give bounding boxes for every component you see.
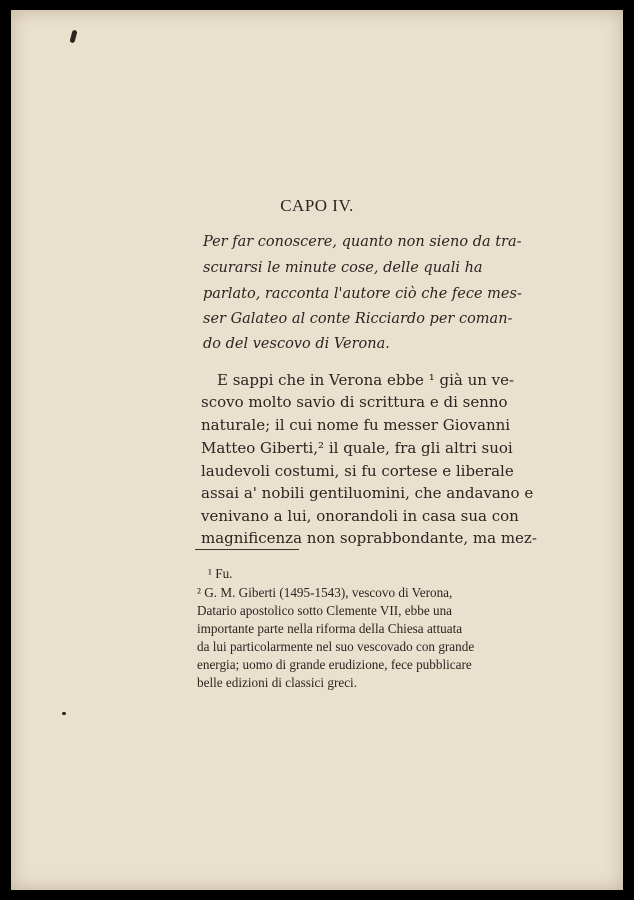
body-line: scovo molto savio di scrittura e di senno bbox=[201, 393, 508, 411]
body-line: venivano a lui, onorandoli in casa sua con bbox=[201, 507, 519, 525]
chapter-title: CAPO IV. bbox=[280, 196, 354, 215]
body-line: magnificenza non soprabbondante, ma mez- bbox=[201, 529, 537, 547]
body-line: laudevoli costumi, si fu cortese e liberale bbox=[201, 462, 514, 480]
book-page bbox=[11, 10, 623, 890]
summary-line: parlato, racconta l'autore ciò che fece mes- bbox=[203, 286, 522, 302]
body-line: assai a' nobili gentiluomini, che andavano e bbox=[201, 484, 534, 502]
footnote-line: energia; uomo di grande erudizione, fece pubblicare bbox=[197, 657, 472, 672]
footnote-line: Datario apostolico sotto Clemente VII, ebbe una bbox=[197, 603, 453, 618]
summary-line: do del vescovo di Verona. bbox=[203, 336, 390, 352]
footnote-line: importante parte nella riforma della Chiesa attuata bbox=[197, 621, 463, 636]
footnote-line: ² G. M. Giberti (1495-1543), vescovo di Verona, bbox=[197, 585, 453, 600]
summary-line: Per far conoscere, quanto non sieno da tra- bbox=[203, 234, 522, 250]
body-line: E sappi che in Verona ebbe ¹ già un ve- bbox=[217, 371, 515, 389]
footnote-line: belle edizioni di classici greci. bbox=[197, 675, 358, 690]
footnote-line: ¹ Fu. bbox=[208, 566, 233, 581]
body-line: naturale; il cui nome fu messer Giovanni bbox=[201, 416, 511, 434]
body-line: Matteo Giberti,² il quale, fra gli altri suoi bbox=[201, 439, 513, 457]
summary-line: scurarsi le minute cose, delle quali ha bbox=[203, 260, 483, 276]
footnote-rule bbox=[195, 549, 299, 550]
ink-speck bbox=[62, 712, 66, 715]
footnote-line: da lui particolarmente nel suo vescovado con grande bbox=[197, 639, 475, 654]
summary-line: ser Galateo al conte Ricciardo per coman- bbox=[203, 311, 513, 327]
ink-mark bbox=[69, 30, 77, 44]
